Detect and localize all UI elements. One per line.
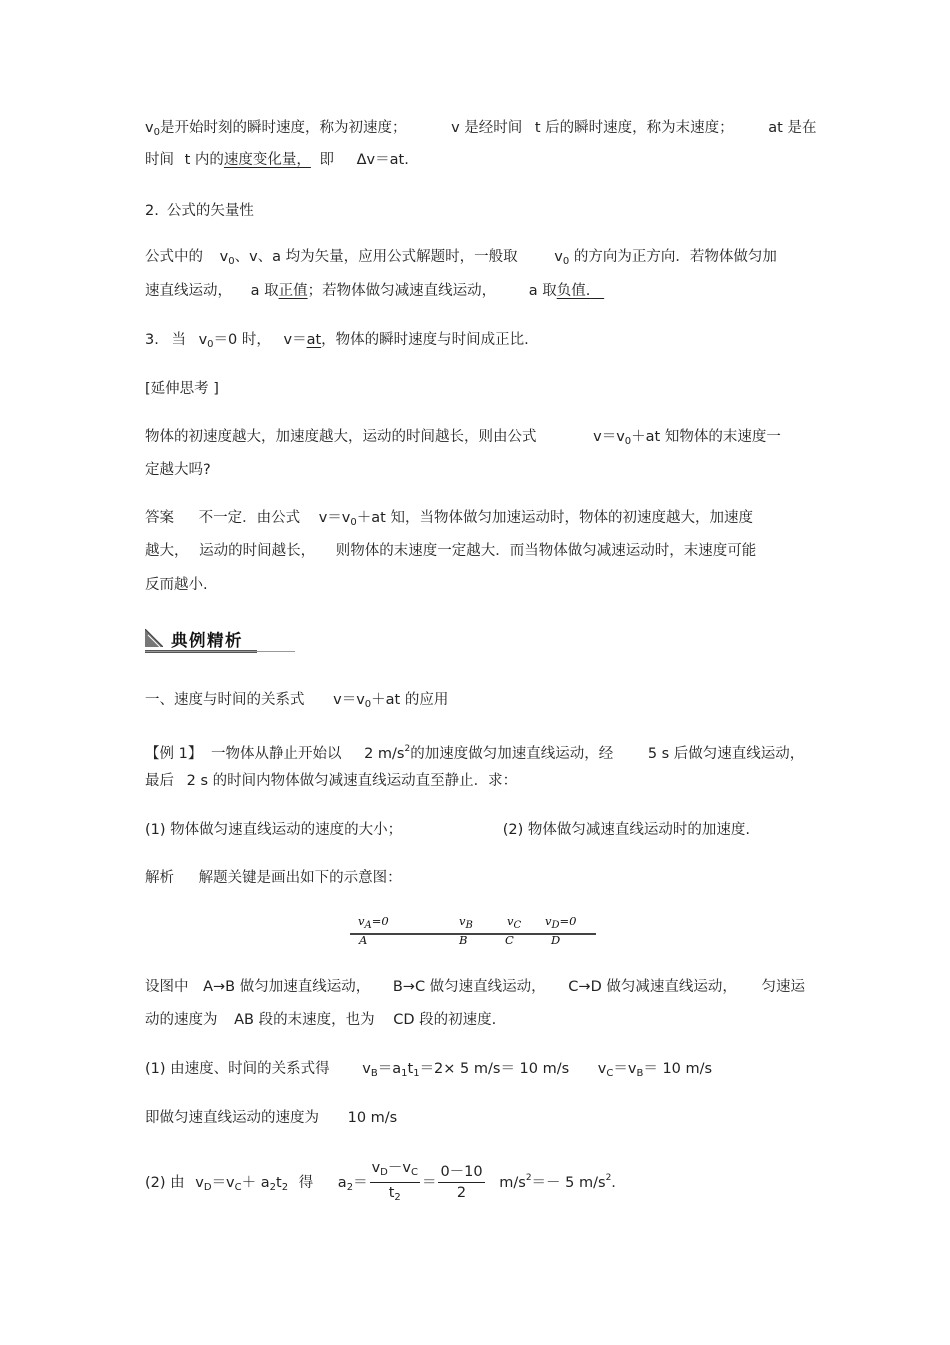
text-line: 公式中的 $v_0$、v、a 均为矢量，应用公式解题时，一般取 $v_0$ 的方向为正方向．若物体做匀加 xyxy=(145,249,777,267)
text-line: 越大， 运动的时间越长， 则物体的末速度一定越大．而当物体做匀减速运动时，末速度可能 xyxy=(145,543,757,559)
diagram-point-a: A xyxy=(359,933,368,947)
blank-answer: 正值 xyxy=(278,283,308,299)
text-line: 定越大吗? xyxy=(145,462,211,478)
solution-line: 即做匀速直线运动的速度为 10 m/s xyxy=(145,1110,398,1126)
analysis-line: 解析 解题关键是画出如下的示意图： xyxy=(145,870,402,886)
text-line: 设图中 A→B 做匀加速直线运动， B→C 做匀速直线运动， C→D 做匀减速直线运动， 匀速运 xyxy=(145,979,805,995)
section-title: 典例精析 xyxy=(171,631,243,650)
solution-line: (2) 由 $v_D=v_C+ a_2t_2$ 得 $a_2=$ $\frac{v_D-v_C}{t_2}$ ＝ $\frac{0-10}{2}$ $m/s^2=- 5$ $m/s^2$. xyxy=(145,1158,616,1208)
question-line: (1) 物体做匀速直线运动的速度的大小； (2) 物体做匀减速直线运动时的加速度. xyxy=(145,822,751,838)
fraction-numeric: $\frac{0-10}{2}$ xyxy=(440,1164,483,1201)
diagram-label-vb: $v_B$ xyxy=(459,914,473,931)
answer-line: 答案 不一定．由公式 $v=v_0+at$ 知，当物体做匀加速运动时，物体的初速度越大，加速度 xyxy=(145,510,753,528)
motion-diagram xyxy=(348,912,598,950)
subsection-heading: 一、速度与时间的关系式 $v=v_0+at$ 的应用 xyxy=(145,692,449,710)
blank-answer: 速度变化量， xyxy=(223,152,311,168)
text-line: $v_0$是开始时刻的瞬时速度，称为初速度； v 是经时间 t 后的瞬时速度，称为末速度； at 是在 xyxy=(145,120,817,138)
diagram-label-va: $v_A=0$ xyxy=(358,914,389,931)
text-line: 最后 2 s 的时间内物体做匀减速直线运动直至静止．求： xyxy=(145,773,518,789)
section-heading: 2. 公式的矢量性 xyxy=(145,203,254,219)
text-line: 时间 t 内的速度变化量， 即 Δv＝at. xyxy=(145,152,409,168)
text-line: 3. 当 $v_0=0$ 时， v＝at，物体的瞬时速度与时间成正比. xyxy=(145,332,529,350)
blank-answer: 负值. xyxy=(556,283,591,299)
example-line: 【例 1】 一物体从静止开始以 2 $m/s^2$的加速度做匀加速直线运动，经 5 s 后做匀速直线运动， xyxy=(145,744,805,762)
diagram-point-b: B xyxy=(459,933,468,947)
corner-triangle-icon xyxy=(145,629,163,647)
text-line: 速直线运动， a 取正值；若物体做匀减速直线运动， a 取负值. xyxy=(145,283,591,299)
divider xyxy=(145,651,295,652)
section-header xyxy=(145,626,295,652)
diagram-point-d: D xyxy=(551,933,561,947)
solution-line: (1) 由速度、时间的关系式得 $v_B=a_1t_1=2\times 5$ m/s＝ 10 m/s $v_C=v_B= 10$ m/s xyxy=(145,1061,713,1079)
blank-answer: at xyxy=(306,332,322,348)
text-line: 反而越小. xyxy=(145,577,208,593)
diagram-point-c: C xyxy=(505,933,514,947)
diagram-label-vc: $v_C$ xyxy=(507,914,522,931)
extension-label: [延伸思考 ] xyxy=(145,381,219,397)
fraction-velocity-over-time: $\frac{v_D-v_C}{t_2}$ xyxy=(371,1159,418,1203)
text-line: 动的速度为 AB 段的末速度，也为 CD 段的初速度. xyxy=(145,1012,497,1028)
text-line: 物体的初速度越大，加速度越大，运动的时间越长，则由公式 $v=v_0+at$ 知物体的末速度一 xyxy=(145,429,781,447)
diagram-label-vd: $v_D=0$ xyxy=(545,914,577,931)
